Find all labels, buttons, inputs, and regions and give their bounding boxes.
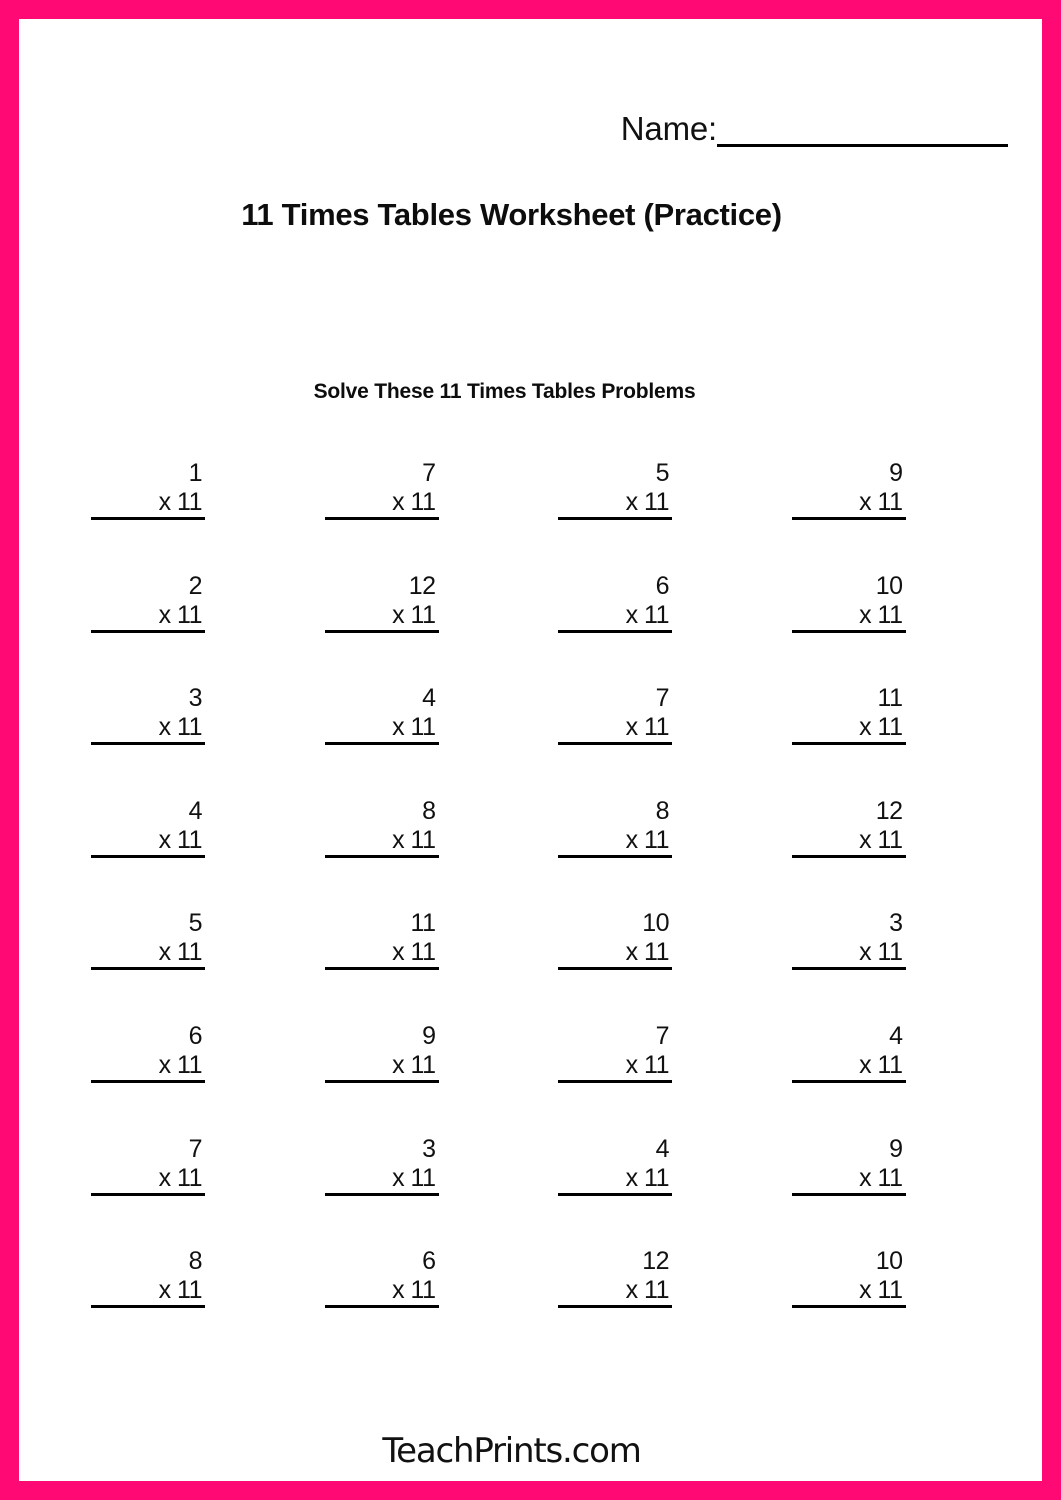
- problem-cell[interactable]: [539, 563, 773, 676]
- name-input-blank[interactable]: [717, 112, 1008, 147]
- problem-stack: [558, 572, 672, 633]
- problem-row: [72, 563, 1006, 676]
- problem-cell[interactable]: [72, 900, 306, 1013]
- problem-operand: 7: [655, 1021, 669, 1050]
- problem-multiplier: x 11: [325, 713, 439, 745]
- problem-multiplier: x 11: [91, 1276, 205, 1308]
- problem-multiplier: x 11: [792, 938, 906, 970]
- problem-stack: [91, 459, 205, 520]
- problem-multiplier: x 11: [91, 1051, 205, 1083]
- problem-stack: [792, 797, 906, 858]
- problem-multiplier: x 11: [792, 488, 906, 520]
- problem-operand: 2: [188, 571, 202, 600]
- problem-cell[interactable]: [773, 1126, 1007, 1239]
- problem-row: [72, 900, 1006, 1013]
- problem-row: [72, 1013, 1006, 1126]
- problem-cell[interactable]: [306, 1126, 540, 1239]
- problem-multiplier: x 11: [325, 1276, 439, 1308]
- problem-multiplier: x 11: [558, 601, 672, 633]
- problem-stack: [325, 684, 439, 745]
- problem-stack: [91, 797, 205, 858]
- problem-stack: [91, 1135, 205, 1196]
- problem-cell[interactable]: [773, 675, 1007, 788]
- problem-cell[interactable]: [539, 900, 773, 1013]
- problem-stack: [558, 459, 672, 520]
- problem-cell[interactable]: [773, 1238, 1007, 1351]
- name-label: Name:: [620, 110, 717, 147]
- problem-cell[interactable]: [72, 450, 306, 563]
- problem-operand: 10: [875, 1247, 903, 1276]
- problem-operand: 5: [655, 459, 669, 487]
- name-field-row: [19, 111, 1008, 147]
- problem-operand: 9: [422, 1021, 436, 1050]
- problem-operand: 12: [875, 796, 903, 825]
- problem-multiplier: x 11: [325, 938, 439, 970]
- problem-operand: 6: [188, 1021, 202, 1050]
- problem-cell[interactable]: [539, 675, 773, 788]
- problem-multiplier: x 11: [325, 601, 439, 633]
- problem-stack: [792, 1135, 906, 1196]
- problem-operand: 3: [188, 684, 202, 713]
- problem-stack: [558, 1247, 672, 1308]
- problem-stack: [792, 684, 906, 745]
- problem-stack: [325, 572, 439, 633]
- problem-stack: [325, 1022, 439, 1083]
- problem-operand: 12: [408, 571, 436, 600]
- problem-row: [72, 1126, 1006, 1239]
- problem-operand: 9: [889, 1134, 903, 1163]
- problem-cell[interactable]: [72, 1013, 306, 1126]
- footer-brand: TeachPrints.com: [382, 1431, 641, 1471]
- page-title: 11 Times Tables Worksheet (Practice): [241, 197, 782, 232]
- problem-multiplier: x 11: [792, 1164, 906, 1196]
- problem-cell[interactable]: [72, 1238, 306, 1351]
- problem-operand: 7: [422, 459, 436, 487]
- problem-stack: [558, 684, 672, 745]
- problem-stack: [325, 1135, 439, 1196]
- problem-grid: [72, 450, 1006, 1351]
- problem-multiplier: x 11: [91, 601, 205, 633]
- problem-operand: 10: [875, 571, 903, 600]
- problem-multiplier: x 11: [792, 826, 906, 858]
- problem-operand: 3: [889, 909, 903, 938]
- problem-cell[interactable]: [306, 450, 540, 563]
- problem-row: [72, 675, 1006, 788]
- problem-multiplier: x 11: [558, 1164, 672, 1196]
- problem-operand: 4: [889, 1021, 903, 1050]
- problem-row: [72, 450, 1006, 563]
- problem-cell[interactable]: [72, 1126, 306, 1239]
- problem-multiplier: x 11: [558, 713, 672, 745]
- worksheet-page: [19, 19, 1042, 1481]
- problem-multiplier: x 11: [558, 488, 672, 520]
- problem-stack: [792, 1247, 906, 1308]
- problem-row: [72, 788, 1006, 901]
- problem-operand: 4: [422, 684, 436, 713]
- problem-multiplier: x 11: [91, 938, 205, 970]
- problem-stack: [91, 572, 205, 633]
- problem-stack: [792, 909, 906, 970]
- problem-cell[interactable]: [72, 675, 306, 788]
- problem-stack: [325, 1247, 439, 1308]
- problem-cell[interactable]: [539, 1126, 773, 1239]
- problem-multiplier: x 11: [558, 1051, 672, 1083]
- problem-operand: 7: [188, 1134, 202, 1163]
- problem-multiplier: x 11: [325, 1164, 439, 1196]
- problem-operand: 8: [188, 1247, 202, 1276]
- problem-multiplier: x 11: [792, 713, 906, 745]
- problem-cell[interactable]: [773, 788, 1007, 901]
- problem-operand: 7: [655, 684, 669, 713]
- problem-cell[interactable]: [306, 1013, 540, 1126]
- problem-cell[interactable]: [539, 1238, 773, 1351]
- problem-multiplier: x 11: [325, 488, 439, 520]
- problem-cell[interactable]: [539, 788, 773, 901]
- problem-cell[interactable]: [773, 1013, 1007, 1126]
- problem-stack: [792, 1022, 906, 1083]
- problem-stack: [325, 797, 439, 858]
- problem-operand: 12: [642, 1247, 669, 1276]
- problem-multiplier: x 11: [558, 938, 672, 970]
- problem-stack: [558, 909, 672, 970]
- problem-multiplier: x 11: [91, 488, 205, 520]
- problem-stack: [91, 1022, 205, 1083]
- problem-row: [72, 1238, 1006, 1351]
- problem-multiplier: x 11: [91, 826, 205, 858]
- problem-cell[interactable]: [306, 1238, 540, 1351]
- problem-stack: [91, 1247, 205, 1308]
- problem-stack: [91, 909, 205, 970]
- problem-operand: 6: [655, 571, 669, 600]
- problem-operand: 3: [422, 1134, 436, 1163]
- problem-multiplier: x 11: [792, 601, 906, 633]
- problem-operand: 8: [655, 796, 669, 825]
- problem-cell[interactable]: [773, 900, 1007, 1013]
- problem-operand: 4: [655, 1134, 669, 1163]
- problem-operand: 1: [188, 459, 202, 487]
- problem-stack: [558, 1135, 672, 1196]
- problem-cell[interactable]: [72, 563, 306, 676]
- problem-multiplier: x 11: [792, 1051, 906, 1083]
- problem-multiplier: x 11: [325, 826, 439, 858]
- problem-cell[interactable]: [306, 900, 540, 1013]
- problem-operand: 5: [188, 909, 202, 938]
- problem-multiplier: x 11: [558, 1276, 672, 1308]
- problem-operand: 4: [188, 796, 202, 825]
- instructions-heading: Solve These 11 Times Tables Problems: [313, 380, 696, 403]
- problem-stack: [792, 459, 906, 520]
- problem-stack: [558, 797, 672, 858]
- problem-cell[interactable]: [306, 788, 540, 901]
- problem-cell[interactable]: [773, 450, 1007, 563]
- problem-multiplier: x 11: [558, 826, 672, 858]
- problem-multiplier: x 11: [91, 1164, 205, 1196]
- problem-operand: 10: [642, 909, 669, 938]
- problem-operand: 6: [422, 1247, 436, 1276]
- problem-multiplier: x 11: [91, 713, 205, 745]
- problem-multiplier: x 11: [325, 1051, 439, 1083]
- problem-stack: [325, 909, 439, 970]
- problem-operand: 11: [410, 909, 436, 938]
- problem-cell[interactable]: [539, 1013, 773, 1126]
- problem-cell[interactable]: [306, 675, 540, 788]
- problem-cell[interactable]: [72, 788, 306, 901]
- problem-cell[interactable]: [539, 450, 773, 563]
- problem-cell[interactable]: [773, 563, 1007, 676]
- problem-operand: 11: [877, 684, 903, 713]
- problem-stack: [792, 572, 906, 633]
- problem-cell[interactable]: [306, 563, 540, 676]
- problem-operand: 8: [422, 796, 436, 825]
- problem-stack: [558, 1022, 672, 1083]
- problem-operand: 9: [889, 459, 903, 487]
- problem-multiplier: x 11: [792, 1276, 906, 1308]
- problem-stack: [325, 459, 439, 520]
- problem-stack: [91, 684, 205, 745]
